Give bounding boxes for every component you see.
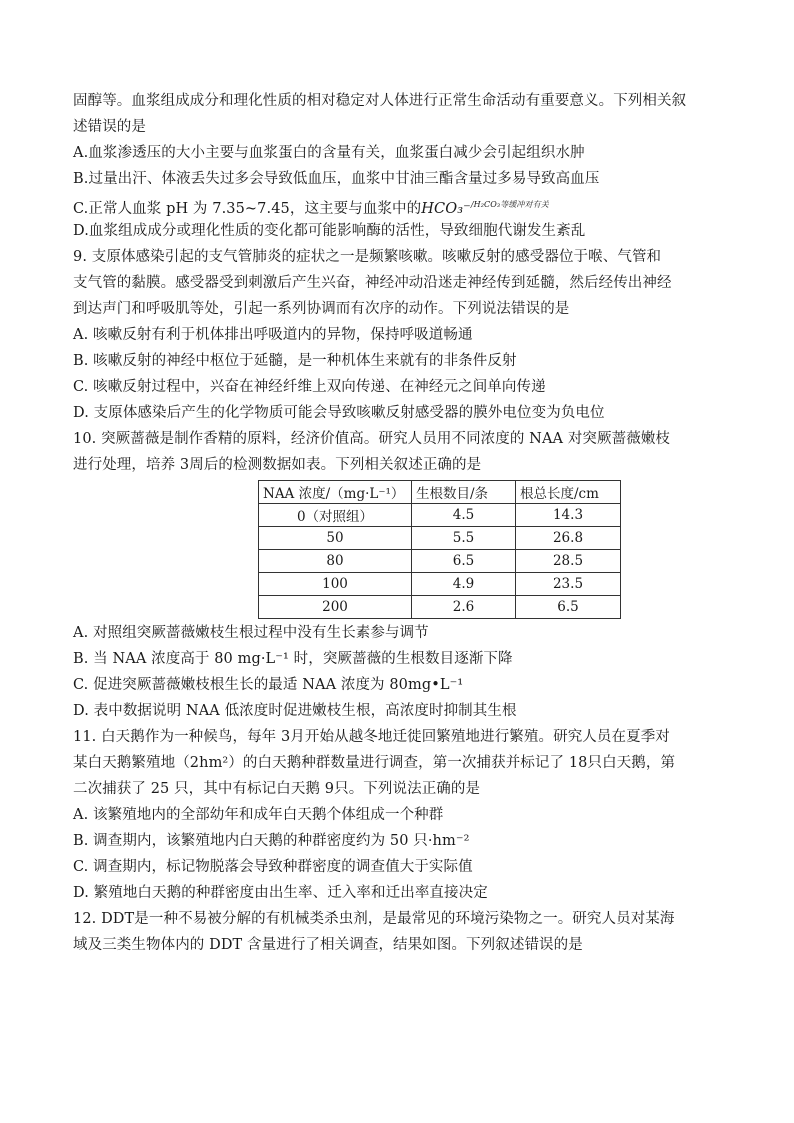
table-row <box>259 573 621 596</box>
q9-stem-line-2: 支气管的黏膜。感受器受到刺激后产生兴奋，神经冲动沿迷走神经传到延髓，然后经传出神经 <box>73 275 672 291</box>
q10-option-d: D. 表中数据说明 NAA 低浓度时促进嫩枝生根，高浓度时抑制其生根 <box>73 703 517 719</box>
q11-stem-line-3: 二次捕获了 25 只，其中有标记白天鹅 9只。下列说法正确的是 <box>73 781 481 797</box>
table-cell: 80 <box>259 550 412 573</box>
naa-data-table <box>258 480 621 619</box>
q10-stem-line-2: 进行处理，培养 3周后的检测数据如表。下列相关叙述正确的是 <box>73 457 482 473</box>
table-cell: 50 <box>259 527 412 550</box>
q11-option-c: C. 调查期内，标记物脱落会导致种群密度的调查值大于实际值 <box>73 859 473 875</box>
q8-option-c <box>73 192 728 218</box>
table-cell: 2.6 <box>412 596 516 619</box>
q9-option-d: D. 支原体感染后产生的化学物质可能会导致咳嗽反射感受器的膜外电位变为负电位 <box>73 405 605 421</box>
q9-option-c: C. 咳嗽反射过程中，兴奋在神经纤维上双向传递、在神经元之间单向传递 <box>73 379 546 395</box>
table-row <box>259 550 621 573</box>
table-cell: 6.5 <box>516 596 621 619</box>
q10-option-a: A. 对照组突厥蔷薇嫩枝生根过程中没有生长素参与调节 <box>73 625 429 641</box>
q8-option-a: A.血浆渗透压的大小主要与血浆蛋白的含量有关，血浆蛋白减少会引起组织水肿 <box>73 145 585 161</box>
table-header-row <box>259 481 621 504</box>
table-cell: 23.5 <box>516 573 621 596</box>
q9-stem-line-3: 到达声门和呼吸肌等处，引起一系列协调而有次序的动作。下列说法错误的是 <box>73 301 570 317</box>
table-cell: 14.3 <box>516 504 621 527</box>
q9-stem-line-1: 9. 支原体感染引起的支气管肺炎的症状之一是频繁咳嗽。咳嗽反射的感受器位于喉、气管和 <box>73 249 662 265</box>
q8-option-d: D.血浆组成成分或理化性质的变化都可能影响酶的活性，导致细胞代谢发生紊乱 <box>73 223 586 239</box>
q8-option-b: B.过量出汗、体液丢失过多会导致低血压，血浆中甘油三酯含量过多易导致高血压 <box>73 171 600 187</box>
table-cell: 100 <box>259 573 412 596</box>
table-cell: 28.5 <box>516 550 621 573</box>
table-header-cell: 根总长度/cm <box>516 481 621 504</box>
q12-stem-line-1: 12. DDT是一种不易被分解的有机械类杀虫剂，是最常见的环境污染物之一。研究人员对某海 <box>73 911 675 927</box>
q10-option-c: C. 促进突厥蔷薇嫩枝根生长的最适 NAA 浓度为 80mg•L⁻¹ <box>73 677 464 693</box>
q9-option-b: B. 咳嗽反射的神经中枢位于延髓，是一种机体生来就有的非条件反射 <box>73 353 517 369</box>
table-cell: 4.9 <box>412 573 516 596</box>
q8-option-c-note: /H₂CO₃等缓冲对有关 <box>470 200 549 209</box>
table-cell: 4.5 <box>412 504 516 527</box>
q8-option-c-chem: HCO₃⁻ <box>421 200 471 217</box>
table-header-cell: NAA 浓度/（mg·L⁻¹） <box>259 481 412 504</box>
q10-option-b: B. 当 NAA 浓度高于 80 mg·L⁻¹ 时，突厥蔷薇的生根数目逐渐下降 <box>73 651 513 667</box>
q8-option-c-text: C.正常人血浆 pH 为 7.35~7.45，这主要与血浆中的 <box>73 200 422 217</box>
q8-stem-line-2: 述错误的是 <box>73 119 146 135</box>
q11-stem-line-1: 11. 白天鹅作为一种候鸟，每年 3月开始从越冬地迁徙回繁殖地进行繁殖。研究人员在夏季对 <box>73 729 670 745</box>
q10-stem-line-1: 10. 突厥蔷薇是制作香精的原料，经济价值高。研究人员用不同浓度的 NAA 对突厥蔷薇嫩枝 <box>73 431 671 447</box>
table-cell: 6.5 <box>412 550 516 573</box>
q11-stem-line-2: 某白天鹅繁殖地（2hm²）的白天鹅种群数量进行调查，第一次捕获并标记了 18只白天鹅，第 <box>73 755 676 771</box>
q11-option-b: B. 调查期内，该繁殖地内白天鹅的种群密度约为 50 只·hm⁻² <box>73 833 470 849</box>
table-row <box>259 527 621 550</box>
q11-option-d: D. 繁殖地白天鹅的种群密度由出生率、迁入率和迁出率直接决定 <box>73 885 488 901</box>
table-header-cell: 生根数目/条 <box>412 481 516 504</box>
table-cell: 26.8 <box>516 527 621 550</box>
table-cell: 200 <box>259 596 412 619</box>
q12-stem-line-2: 域及三类生物体内的 DDT 含量进行了相关调查，结果如图。下列叙述错误的是 <box>73 937 583 953</box>
q8-stem-line-1: 固醇等。血浆组成成分和理化性质的相对稳定对人体进行正常生命活动有重要意义。下列相关叙 <box>73 93 687 109</box>
exam-page <box>73 88 728 958</box>
table-cell: 5.5 <box>412 527 516 550</box>
table-row <box>259 504 621 527</box>
q11-option-a: A. 该繁殖地内的全部幼年和成年白天鹅个体组成一个种群 <box>73 807 444 823</box>
table-row <box>259 596 621 619</box>
q9-option-a: A. 咳嗽反射有利于机体排出呼吸道内的异物，保持呼吸道畅通 <box>73 327 473 343</box>
table-cell: 0（对照组） <box>259 504 412 527</box>
